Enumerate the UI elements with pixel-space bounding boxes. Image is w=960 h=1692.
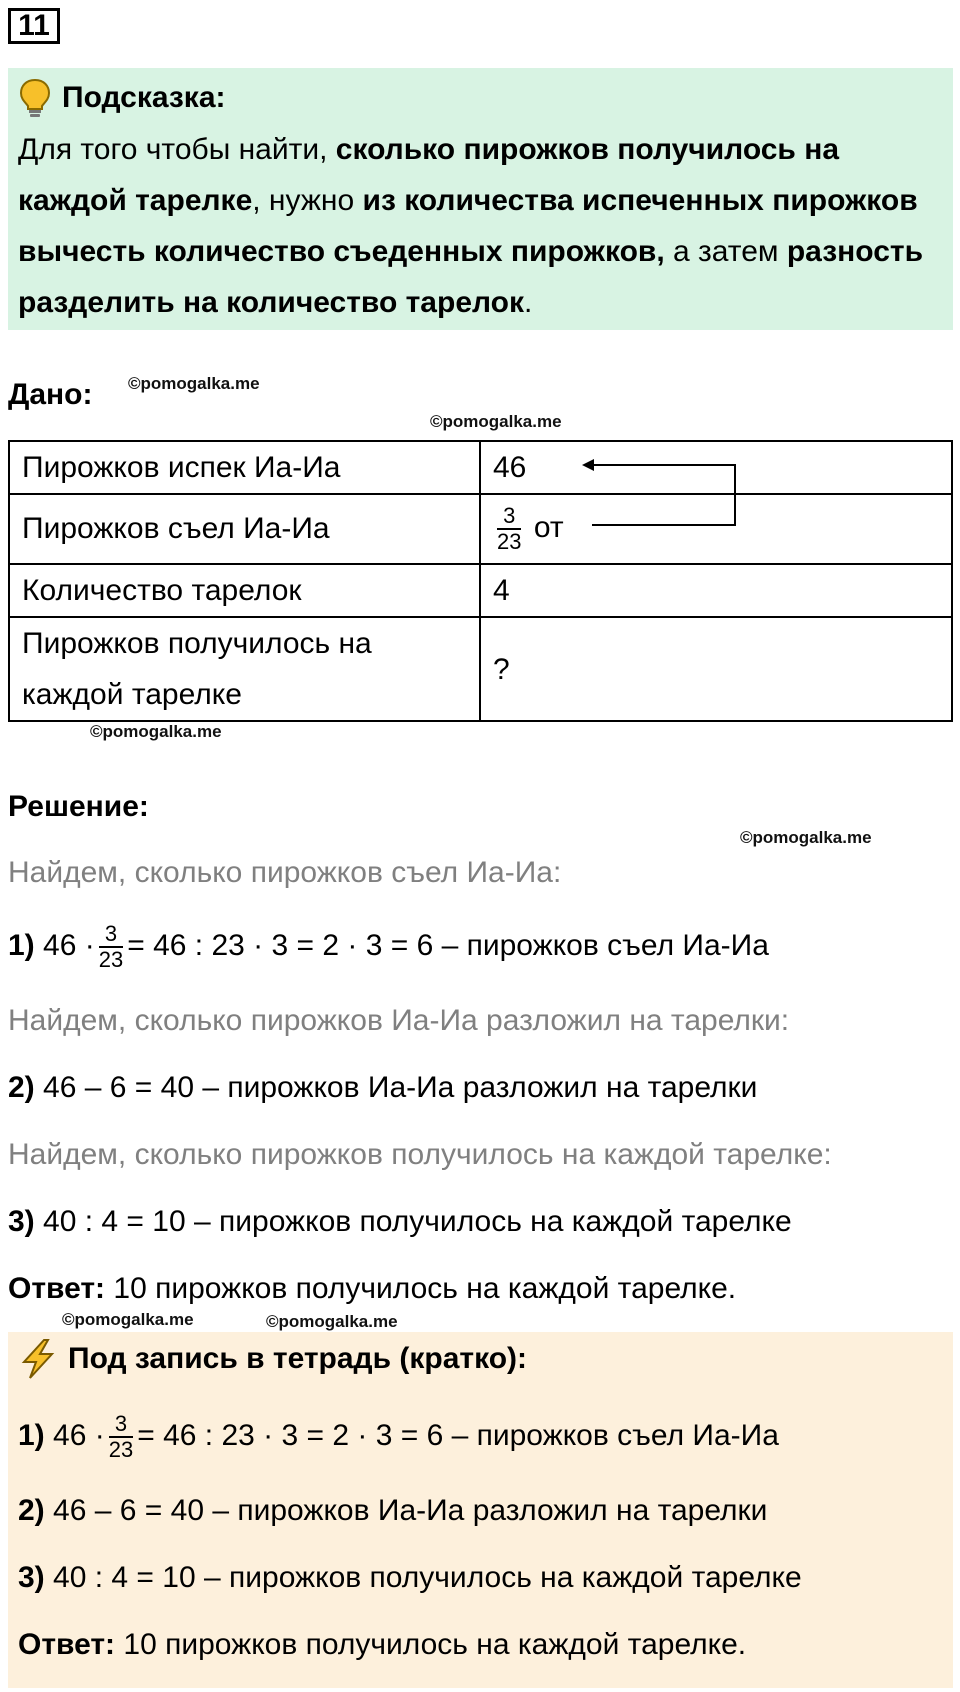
lightbulb-icon	[18, 78, 52, 118]
table-cell-value: ?	[480, 617, 952, 721]
notebook-step3: 3) 40 : 4 = 10 – пирожков получилось на каждой тарелке	[18, 1561, 802, 1594]
step2: 2) 46 – 6 = 40 – пирожков Иа-Иа разложил на тарелки	[8, 1071, 758, 1104]
hint-title-text: Подсказка:	[62, 81, 226, 114]
given-table	[8, 440, 953, 722]
table-row	[9, 494, 952, 564]
watermark: ©pomogalka.me	[266, 1312, 398, 1331]
solution-title: Решение:	[8, 790, 149, 823]
step1-intro: Найдем, сколько пирожков съел Иа-Иа:	[8, 856, 562, 889]
fraction: $\frac{3}{23}$	[108, 1411, 134, 1462]
table-cell-label: Пирожков съел Иа-Иа	[9, 494, 480, 564]
answer: Ответ: 10 пирожков получилось на каждой тарелке.	[8, 1272, 737, 1305]
watermark: ©pomogalka.me	[62, 1310, 194, 1329]
hint-title	[18, 78, 226, 118]
watermark: ©pomogalka.me	[128, 374, 260, 393]
fraction: $\frac{3}{23}$	[98, 921, 124, 972]
notebook-step1: 1) 46 · $\frac{3}{23}$ = 46 : 23 · 3 = 2 · 3 = 6 – пирожков съел Иа-Иа	[18, 1411, 779, 1462]
notebook-step2: 2) 46 – 6 = 40 – пирожков Иа-Иа разложил на тарелки	[18, 1494, 768, 1527]
given-title: Дано:	[8, 378, 93, 411]
fraction: $\frac{3}{23}$	[497, 503, 522, 554]
table-cell-label: Количество тарелок	[9, 564, 480, 617]
watermark: ©pomogalka.me	[90, 722, 222, 741]
step3-intro: Найдем, сколько пирожков получилось на каждой тарелке:	[8, 1138, 832, 1171]
table-cell-value: $\frac{3}{23}$ от	[480, 494, 952, 564]
notebook-title: Под запись в тетрадь (кратко):	[18, 1338, 527, 1380]
table-cell-label: Пирожков испек Иа-Иа	[9, 441, 480, 494]
table-row	[9, 441, 952, 494]
watermark: ©pomogalka.me	[430, 412, 562, 431]
step3: 3) 40 : 4 = 10 – пирожков получилось на каждой тарелке	[8, 1205, 792, 1238]
table-row	[9, 617, 952, 721]
table-row	[9, 564, 952, 617]
table-cell-value: 4	[480, 564, 952, 617]
task-number: 11	[8, 8, 60, 44]
reference-arrow	[580, 455, 740, 535]
table-cell-label: Пирожков получилось на каждой тарелке	[9, 617, 480, 721]
notebook-answer: Ответ: 10 пирожков получилось на каждой тарелке.	[18, 1628, 747, 1661]
step1: 1) 46 · $\frac{3}{23}$ = 46 : 23 · 3 = 2 · 3 = 6 – пирожков съел Иа-Иа	[8, 921, 769, 972]
watermark: ©pomogalka.me	[740, 828, 872, 847]
table-cell-value: 46	[480, 441, 952, 494]
step2-intro: Найдем, сколько пирожков Иа-Иа разложил на тарелки:	[8, 1004, 790, 1037]
lightning-icon	[18, 1338, 58, 1380]
hint-text: Для того чтобы найти, сколько пирожков получилось на каждой тарелке, нужно из количества испеченных пирожков вычесть количество съеденных пирожков, а затем разность разделить на количество тарелок.	[18, 133, 924, 319]
